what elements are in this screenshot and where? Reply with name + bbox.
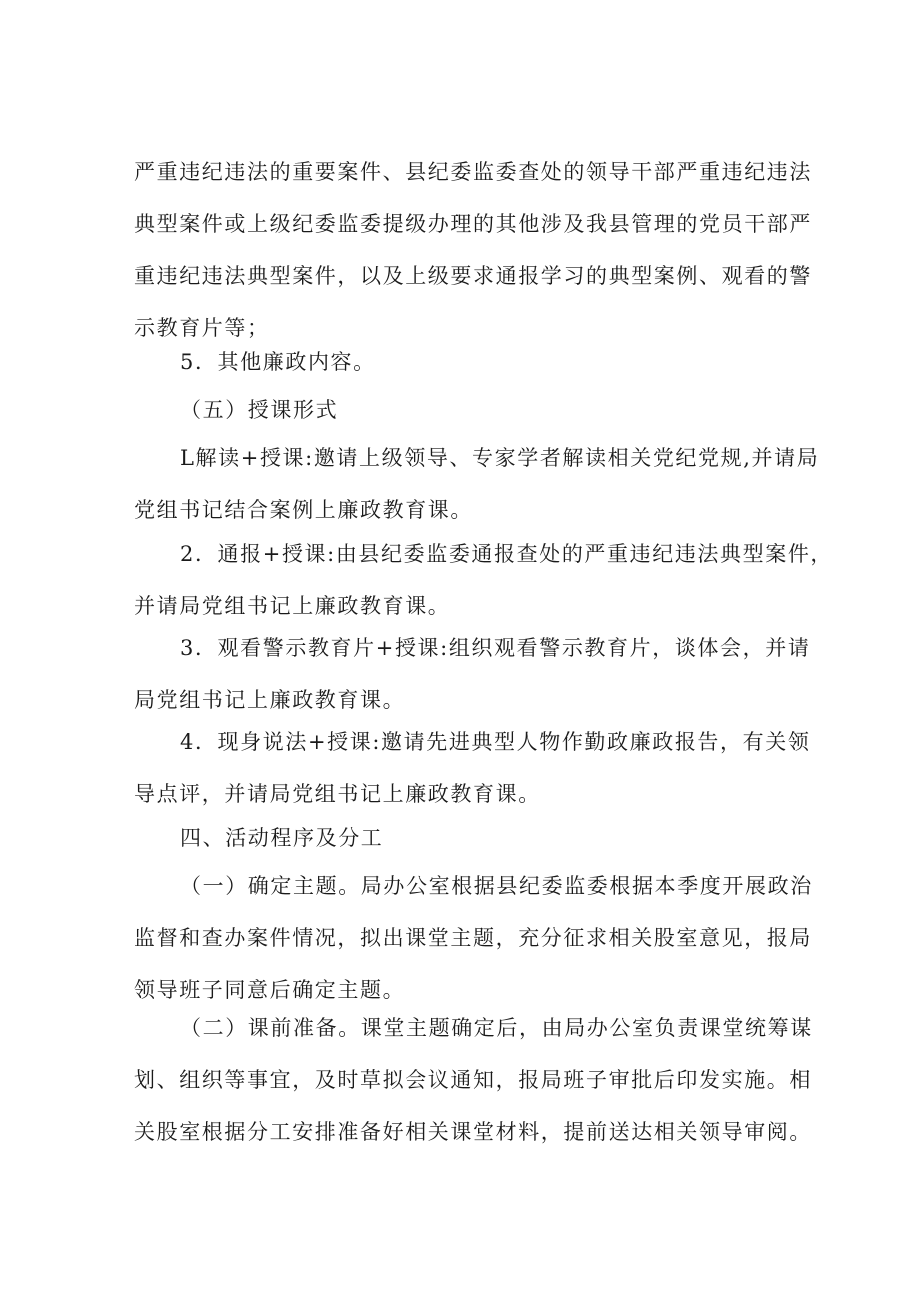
paragraph-format-1 — [134, 432, 820, 536]
text-line: 党组书记结合案例上廉政教育课。 — [134, 498, 473, 522]
text-line: 示教育片等； — [134, 316, 270, 340]
text-line: 领导班子同意后确定主题。 — [134, 978, 406, 1002]
paragraph-format-4 — [134, 716, 811, 820]
text-line: 导点评，并请局党组书记上廉政教育课。 — [134, 782, 541, 806]
text-line: （五）授课形式 — [180, 398, 339, 422]
paragraph-step-1 — [134, 860, 813, 1016]
paragraph-item-5 — [134, 336, 794, 388]
section-heading-teaching-format — [134, 384, 794, 436]
text-line: 5．其他廉政内容。 — [180, 350, 376, 374]
text-line: 3．观看警示教育片+授课:组织观看警示教育片，谈体会，并请 — [180, 636, 811, 660]
text-line: 关股室根据分工安排准备好相关课堂材料，提前送达相关领导审阅。 — [134, 1120, 812, 1144]
paragraph-case-types — [134, 146, 812, 354]
text-line: L解读+授课:邀请上级领导、专家学者解读相关党纪党规,并请局 — [180, 446, 820, 470]
text-line: 划、组织等事宜，及时草拟会议通知，报局班子审批后印发实施。相 — [134, 1068, 812, 1092]
text-line: 重违纪违法典型案件，以及上级要求通报学习的典型案例、观看的警 — [134, 264, 812, 288]
text-line: 四、活动程序及分工 — [180, 826, 384, 850]
paragraph-format-3 — [134, 622, 811, 726]
paragraph-format-2 — [134, 528, 834, 632]
text-line: 4．现身说法+授课:邀请先进典型人物作勤政廉政报告，有关领 — [180, 730, 811, 754]
text-line: （二）课前准备。课堂主题确定后，由局办公室负责课堂统筹谋 — [180, 1016, 813, 1040]
section-heading-procedure — [134, 812, 794, 864]
text-line: 并请局党组书记上廉政教育课。 — [134, 594, 451, 618]
text-line: 监督和查办案件情况，拟出课堂主题，充分征求相关股室意见，报局 — [134, 926, 812, 950]
text-line: 局党组书记上廉政教育课。 — [134, 688, 406, 712]
text-line: 严重违纪违法的重要案件、县纪委监委查处的领导干部严重违纪违法 — [134, 160, 812, 184]
text-line: （一）确定主题。局办公室根据县纪委监委根据本季度开展政治 — [180, 874, 813, 898]
text-line: 2．通报+授课:由县纪委监委通报查处的严重违纪违法典型案件， — [180, 542, 834, 566]
text-line: 典型案件或上级纪委监委提级办理的其他涉及我县管理的党员干部严 — [134, 212, 812, 236]
paragraph-step-2 — [134, 1002, 813, 1158]
